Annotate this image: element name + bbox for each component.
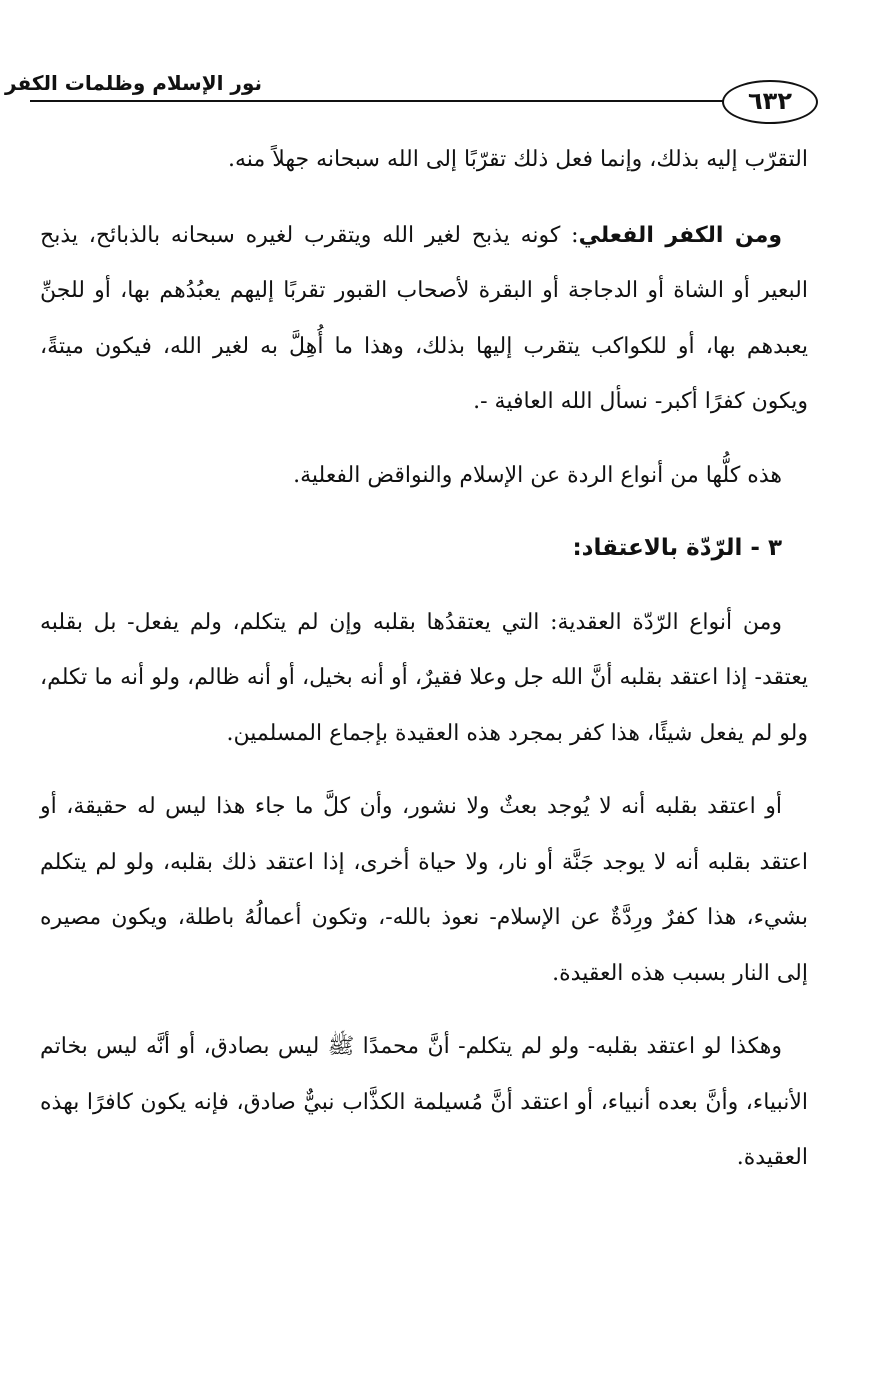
section-heading: ٣ - الرّدّة بالاعتقاد: <box>572 535 782 561</box>
header-rule <box>30 100 724 102</box>
paragraph-prophethood: وهكذا لو اعتقد بقلبه- ولو لم يتكلم- أنَّ محمدًا ﷺ ليس بصادق، أو أنَّه ليس بخاتم الأنبياء، وأنَّ بعده أنبياء، أو اعتقد أنَّ مُسيلمة الكذَّاب نبيٌّ صادق، فإنه يكون كافرًا بهذه العقيدة. <box>40 1034 808 1170</box>
book-title: نور الإسلام وظلمات الكفر <box>5 71 262 95</box>
page-body <box>40 132 808 1204</box>
paragraph-practical-disbelief-text: : كونه يذبح لغير الله ويتقرب لغيره سبحانه بالذبائح، يذبح البعير أو الشاة أو الدجاجة أو البقرة لأصحاب القبور تقربًا إليهم يعبُدُهم بها، أو للجنِّ يعبدهم بها، أو للكواكب يتقرب إليها بذلك، وهذا ما أُهِلَّ به لغير الله، فيكون ميتةً، ويكون كفرًا أكبر- نسأل الله العافية -. <box>40 222 808 414</box>
paragraph-belief-apostasy: ومن أنواع الرّدّة العقدية: التي يعتقدُها بقلبه وإن لم يتكلم، ولم يفعل- بل بقلبه يعتقد- إذا اعتقد بقلبه أنَّ الله جل وعلا فقيرٌ، أو أنه بخيل، أو أنه ظالم، ولو أنه ما تكلم، ولو لم يفعل شيئًا، هذا كفر بمجرد هذه العقيدة بإجماع المسلمين. <box>40 609 808 746</box>
paragraph-summary: هذه كلُّها من أنواع الردة عن الإسلام والنواقض الفعلية. <box>293 462 782 488</box>
page-number: ٦٣٢ <box>722 80 818 124</box>
paragraph-practical-disbelief <box>40 208 808 430</box>
paragraph-resurrection: أو اعتقد بقلبه أنه لا يُوجد بعثٌ ولا نشور، وأن كلَّ ما جاء هذا ليس له حقيقة، أو اعتقد بقلبه أنه لا يوجد جَنَّة أو نار، ولا حياة أخرى، إذا اعتقد ذلك بقلبه، ولو لم يتكلم بشيء، هذا كفرٌ ورِدَّةٌ عن الإسلام- نعوذ بالله-، وتكون أعمالُهُ باطلة، ويكون مصيره إلى النار بسبب هذه العقيدة. <box>40 794 808 986</box>
paragraph-continuation: التقرّب إليه بذلك، وإنما فعل ذلك تقرّبًا إلى الله سبحانه جهلاً منه. <box>228 147 808 172</box>
term-practical-disbelief: ومن الكفر الفعلي <box>578 222 782 248</box>
page-header <box>0 0 885 130</box>
